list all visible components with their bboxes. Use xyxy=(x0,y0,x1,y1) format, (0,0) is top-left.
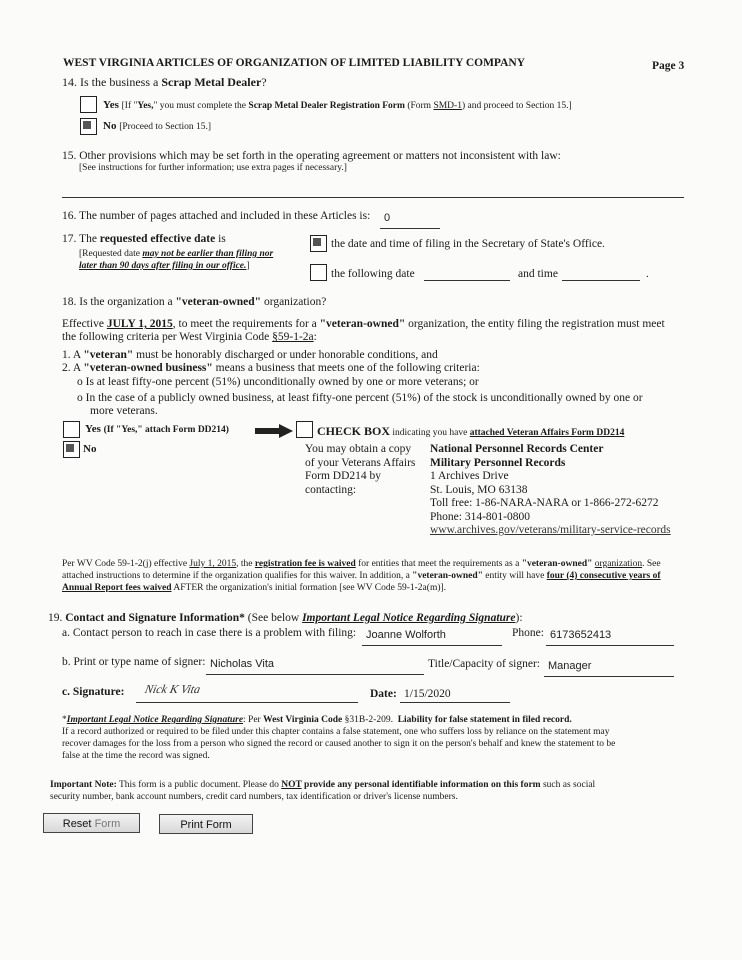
page-number: Page 3 xyxy=(652,60,685,72)
s18-dd214-checkbox[interactable] xyxy=(296,421,313,438)
s16-value-line xyxy=(380,228,440,229)
s19-date-label: Date: xyxy=(370,688,397,700)
s18-yes-label: Yes xyxy=(85,423,101,435)
s14-yes-label: Yes xyxy=(103,99,119,111)
s17-following-date-checkbox[interactable] xyxy=(310,264,327,281)
s14-yes-checkbox[interactable] xyxy=(80,96,97,113)
s18-check-box-line: CHECK BOX indicating you have attached Veteran Affairs Form DD214 xyxy=(317,424,625,438)
s19-signature-label: c. Signature: xyxy=(62,686,125,698)
s17-note: [Requested date may not be earlier than filing nor later than 90 days after filing in our office.] xyxy=(79,249,274,271)
s14-no-label: No xyxy=(103,120,117,132)
signer-title-input[interactable]: Manager xyxy=(548,660,592,672)
s17-opt1-label: the date and time of filing in the Secretary of State's Office. xyxy=(331,238,605,250)
s19-phone-label: Phone: xyxy=(512,627,544,639)
s15-note: [See instructions for further information; use extra pages if necessary.] xyxy=(79,163,347,173)
legal-notice: *Important Legal Notice Regarding Signature: Per West Virginia Code §31B-2-209. Liability for false statement in filed record. If a record authorized or required to be filed under this chapter contains a false statement, one who suffers loss by reliance on the statement may recover damages for the loss from a person who signed the record or caused another to sign it on the person's behalf and knew the statement to be false at the time the record was signed. xyxy=(62,715,616,761)
s18-no-label: No xyxy=(83,443,97,455)
contact-person-input[interactable]: Joanne Wolforth xyxy=(366,629,446,641)
phone-input[interactable]: 6173652413 xyxy=(550,629,612,641)
s17-and-time: and time xyxy=(518,268,558,280)
signature-date-input[interactable]: 1/15/2020 xyxy=(404,688,451,700)
signature-line xyxy=(136,702,358,703)
s17-time-input[interactable] xyxy=(562,280,640,281)
s18-sub-2a: o In the case of a publicly owned business, at least fifty-one percent (51%) of the stock is unconditionally owned by one or xyxy=(77,392,643,404)
s18-yes-checkbox[interactable] xyxy=(63,421,80,438)
s18-obtain-text: You may obtain a copy of your Veterans Affairs Form DD214 by contacting: xyxy=(305,443,416,496)
s19-heading: 19. Contact and Signature Information* (See below Important Legal Notice Regarding Signature): xyxy=(48,612,523,624)
s18-sub-2b: more veterans. xyxy=(90,405,158,417)
s14-yes-line: Yes [If "Yes," you must complete the Scrap Metal Dealer Registration Form (Form SMD-1) and proceed to Section 15.] xyxy=(103,99,572,111)
s19-contact-label: a. Contact person to reach in case there is a problem with filing: xyxy=(62,627,357,639)
arrow-right-icon xyxy=(255,424,293,438)
signature-input[interactable]: Nick K Vita xyxy=(143,682,202,696)
s18-records-center: National Personnel Records Center Military Personnel Records 1 Archives Drive St. Louis, MO 63138 Toll free: 1-86-NARA-NARA or 1-866-272-6272 Phone: 314-801-0800 www.archives.gov/veterans/military-service-records xyxy=(430,443,671,536)
s18-criterion-2: 2. A "veteran-owned business" means a business that meets one of the following criteria: xyxy=(62,362,480,374)
signature-date-line xyxy=(400,702,510,703)
s14-question: 14. Is the business a Scrap Metal Dealer? xyxy=(62,75,267,89)
s17-opt2-label: the following date xyxy=(331,268,415,280)
records-center-link[interactable]: www.archives.gov/veterans/military-service-records xyxy=(430,524,671,536)
s19-signer-label: b. Print or type name of signer: xyxy=(62,656,206,668)
s15-question: 15. Other provisions which may be set forth in the operating agreement or matters not inconsistent with law: xyxy=(62,150,561,162)
phone-line xyxy=(546,645,674,646)
s18-effective-line1: Effective JULY 1, 2015, to meet the requirements for a "veteran-owned" organization, the entity filing the registration must meet xyxy=(62,318,665,330)
important-note: Important Note: This form is a public document. Please do NOT provide any personal identifiable information on this form such as social security number, bank account numbers, credit card numbers, tax identification or driver's license numbers. xyxy=(50,780,596,802)
s15-input-line[interactable] xyxy=(62,197,684,198)
s18-criterion-1: 1. A "veteran" must be honorably discharged or under honorable conditions, and xyxy=(62,349,438,361)
s17-question: 17. The requested effective date is xyxy=(62,233,226,245)
s16-pages-value[interactable]: 0 xyxy=(384,212,391,224)
s14-no-checkbox[interactable] xyxy=(80,118,97,135)
s14-no-line: No [Proceed to Section 15.] xyxy=(103,120,212,132)
s18-no-checkbox[interactable] xyxy=(63,441,80,458)
s19-title-label: Title/Capacity of signer: xyxy=(428,658,541,670)
s18-effective-line2: the following criteria per West Virginia Code §59-1-2a: xyxy=(62,331,317,343)
signer-name-line xyxy=(206,674,424,675)
signer-name-input[interactable]: Nicholas Vita xyxy=(210,658,274,670)
s18-sub-1: o Is at least fifty-one percent (51%) unconditionally owned by one or more veterans; or xyxy=(77,376,479,388)
signer-title-line xyxy=(544,676,674,677)
contact-person-line xyxy=(362,645,502,646)
s17-filing-date-checkbox[interactable] xyxy=(310,235,327,252)
s17-period: . xyxy=(646,268,649,280)
fee-waiver-paragraph: Per WV Code 59-1-2(j) effective July 1, 2015, the registration fee is waived for entities that meet the requirements as a "veteran-owned" organization. See attached instructions to determine if the organization qualifies for this waiver. In addition, a "veteran-owned" entity will have four (4) consecutive years of Annual Report fees waived AFTER the organization's initial formation [see WV Code 59-1-2a(m)]. xyxy=(62,559,661,593)
s18-yes-line: Yes (If "Yes," attach Form DD214) xyxy=(85,423,229,435)
reset-form-button[interactable]: Reset Form xyxy=(43,813,140,833)
s18-question: 18. Is the organization a "veteran-owned" organization? xyxy=(62,296,327,308)
s17-date-input[interactable] xyxy=(424,280,510,281)
s16-question: 16. The number of pages attached and included in these Articles is: xyxy=(62,210,371,222)
print-form-button[interactable]: Print Form xyxy=(159,814,253,834)
form-title: WEST VIRGINIA ARTICLES OF ORGANIZATION OF LIMITED LIABILITY COMPANY xyxy=(63,57,526,69)
